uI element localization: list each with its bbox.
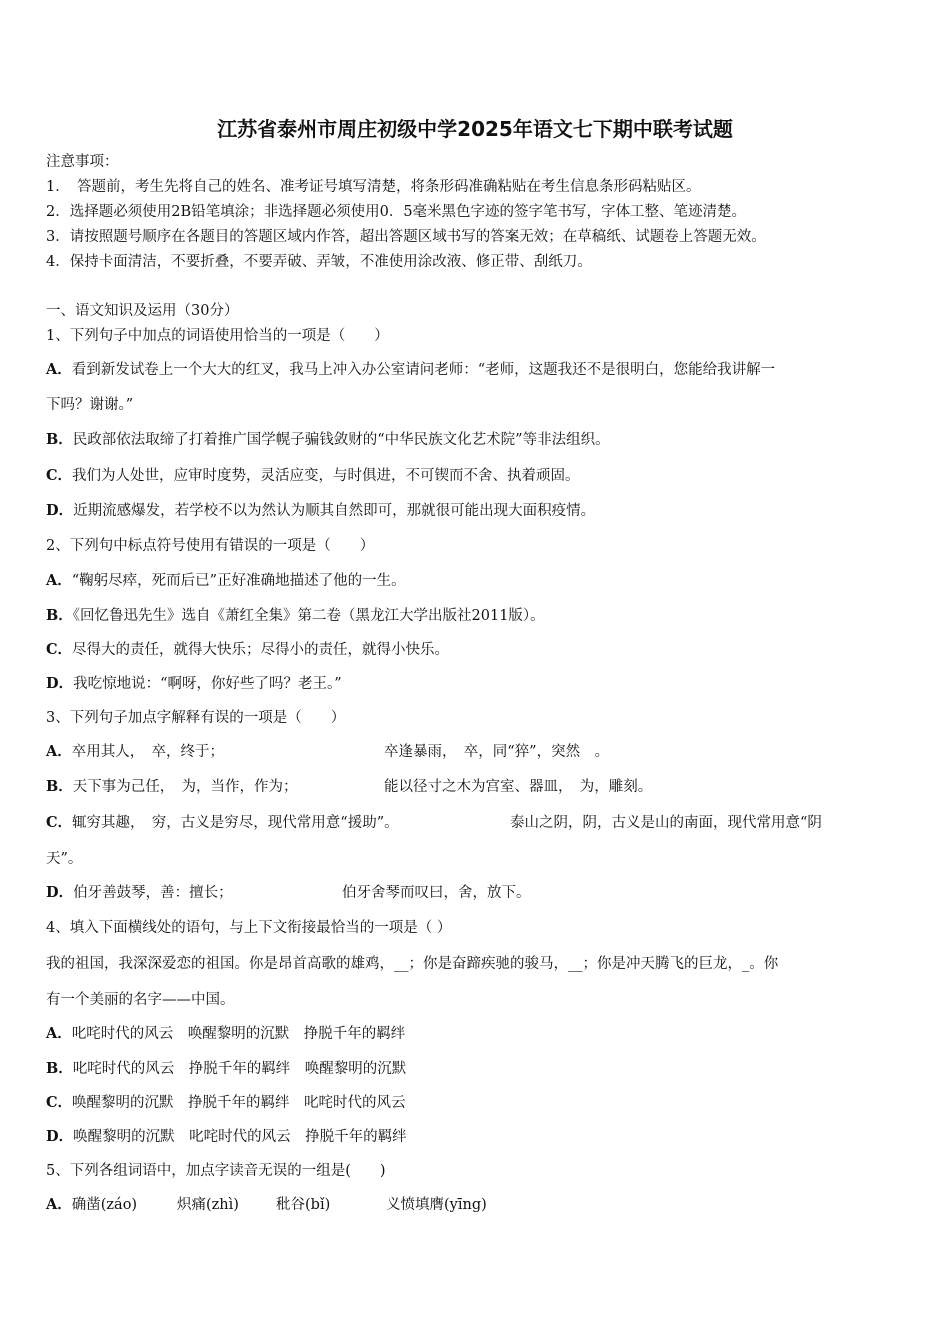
section-heading: 一、语文知识及运用（30分） — [46, 303, 239, 319]
option-label: C． — [46, 467, 73, 484]
q4-option-d — [46, 1128, 407, 1146]
option-label: C． — [46, 1094, 73, 1111]
option-label: A． — [46, 1025, 72, 1042]
q1-option-a-cont: 下吗？谢谢。” — [46, 397, 134, 413]
option-label: D． — [46, 502, 74, 519]
q1-option-c — [46, 467, 580, 485]
question-5-stem: 5、下列各组词语中，加点字读音无误的一组是( ) — [46, 1163, 386, 1179]
option-text: 民政部依法取缔了打着推广国学幌子骗钱敛财的“中华民族文化艺术院”等非法组织。 — [72, 432, 610, 448]
q4-option-b — [46, 1060, 406, 1078]
notice-item: 2．选择题必须使用2B铅笔填涂；非选择题必须使用0．5毫米黑色字迹的签字笔书写，字体工整、笔迹清楚。 — [46, 204, 747, 220]
option-label: A． — [46, 1196, 72, 1213]
q5-option-word: 秕谷(bǐ) — [276, 1197, 331, 1213]
q1-option-d — [46, 502, 595, 520]
q2-option-b — [46, 607, 545, 625]
q2-option-a — [46, 572, 406, 590]
option-label: B． — [46, 1060, 73, 1077]
option-label: C． — [46, 814, 73, 831]
option-text: 叱咤时代的风云 挣脱千年的羁绊 唤醒黎明的沉默 — [72, 1061, 407, 1077]
option-text: 我吃惊地说：“啊呀，你好些了吗？老王。” — [73, 676, 342, 692]
notice-heading: 注意事项： — [46, 154, 119, 170]
option-text: 《回忆鲁迅先生》选自《萧红全集》第二卷（黑龙江大学出版社2011版）。 — [72, 608, 545, 624]
option-text: 辄穷其趣， 穷，古义是穷尽，现代常用意“援助”。 — [72, 815, 399, 831]
option-label: B． — [46, 778, 73, 795]
q1-option-b — [46, 431, 610, 449]
question-4-stem: 4、填入下面横线处的语句，与上下文衔接最恰当的一项是（ ） — [46, 920, 452, 936]
question-1-stem: 1、下列句子中加点的词语使用恰当的一项是（ ） — [46, 328, 389, 344]
option-text: “鞠躬尽瘁，死而后已”正好准确地描述了他的一生。 — [71, 573, 406, 589]
question-3-stem: 3、下列句子加点字解释有误的一项是（ ） — [46, 710, 346, 726]
q3-option-b-part2: 能以径寸之木为宫室、器皿， 为，雕刻。 — [384, 779, 653, 795]
q4-passage: 我的祖国，我深深爱恋的祖国。你是昂首高歌的雄鸡，__；你是奋蹄疾驰的骏马，__；你是冲天腾飞的巨龙，_。你 — [46, 956, 779, 972]
option-label: D． — [46, 884, 74, 901]
q2-option-c — [46, 641, 449, 659]
option-label: D． — [46, 675, 74, 692]
option-label: B． — [46, 431, 73, 448]
option-word: 确凿(záo) — [71, 1197, 138, 1213]
q4-option-c — [46, 1094, 406, 1112]
notice-item: 4．保持卡面清洁，不要折叠，不要弄破、弄皱，不准使用涂改液、修正带、刮纸刀。 — [46, 254, 592, 270]
q3-option-a — [46, 743, 224, 761]
q3-option-c — [46, 814, 399, 832]
q3-option-c-part2: 泰山之阴，阴，古义是山的南面，现代常用意“阴 — [510, 815, 822, 831]
option-text: 尽得大的责任，就得大快乐；尽得小的责任，就得小快乐。 — [72, 642, 450, 658]
option-text: 唤醒黎明的沉默 叱咤时代的风云 挣脱千年的羁绊 — [73, 1129, 407, 1145]
q3-option-d — [46, 884, 233, 902]
q3-option-a-part2: 卒逢暴雨， 卒，同“猝”，突然 。 — [384, 744, 610, 760]
notice-item: 1． 答题前，考生先将自己的姓名、准考证号填写清楚，将条形码准确粘贴在考生信息条形码粘贴区。 — [46, 179, 701, 195]
notice-item: 3．请按照题号顺序在各题目的答题区域内作答，超出答题区域书写的答案无效；在草稿纸、试题卷上答题无效。 — [46, 229, 766, 245]
question-2-stem: 2、下列句中标点符号使用有错误的一项是（ ） — [46, 538, 375, 554]
q3-option-d-part2: 伯牙舍琴而叹曰，舍，放下。 — [342, 885, 531, 901]
option-text: 唤醒黎明的沉默 挣脱千年的羁绊 叱咤时代的风云 — [72, 1095, 406, 1111]
q1-option-a — [46, 361, 775, 379]
option-text: 近期流感爆发，若学校不以为然认为顺其自然即可，那就很可能出现大面积疫情。 — [73, 503, 596, 519]
option-text: 天下事为己任， 为，当作，作为； — [72, 779, 298, 795]
q3-option-b — [46, 778, 298, 796]
q2-option-d — [46, 675, 342, 693]
page-title: 江苏省泰州市周庄初级中学2025年语文七下期中联考试题 — [217, 117, 733, 141]
q4-option-a — [46, 1025, 405, 1043]
option-label: A． — [46, 572, 72, 589]
option-text: 伯牙善鼓琴，善：擅长； — [73, 885, 233, 901]
option-label: D． — [46, 1128, 74, 1145]
option-label: C． — [46, 641, 73, 658]
q4-passage-cont: 有一个美丽的名字——中国。 — [46, 992, 235, 1008]
option-text: 卒用其人， 卒，终于； — [71, 744, 225, 760]
option-text: 看到新发试卷上一个大大的红叉，我马上冲入办公室请问老师：“老师，这题我还不是很明白，您能给我讲解一 — [71, 362, 776, 378]
option-text: 叱咤时代的风云 唤醒黎明的沉默 挣脱千年的羁绊 — [71, 1026, 406, 1042]
q5-option-word: 义愤填膺(yīng) — [386, 1197, 487, 1213]
q5-option-word: 炽痛(zhì) — [177, 1197, 239, 1213]
option-label: A． — [46, 743, 72, 760]
option-text: 我们为人处世，应审时度势，灵活应变，与时俱进，不可锲而不舍、执着顽固。 — [72, 468, 580, 484]
option-label: B． — [46, 607, 73, 624]
q5-option-a — [46, 1196, 137, 1214]
q3-option-c-cont: 天”。 — [46, 851, 83, 867]
option-label: A． — [46, 361, 72, 378]
